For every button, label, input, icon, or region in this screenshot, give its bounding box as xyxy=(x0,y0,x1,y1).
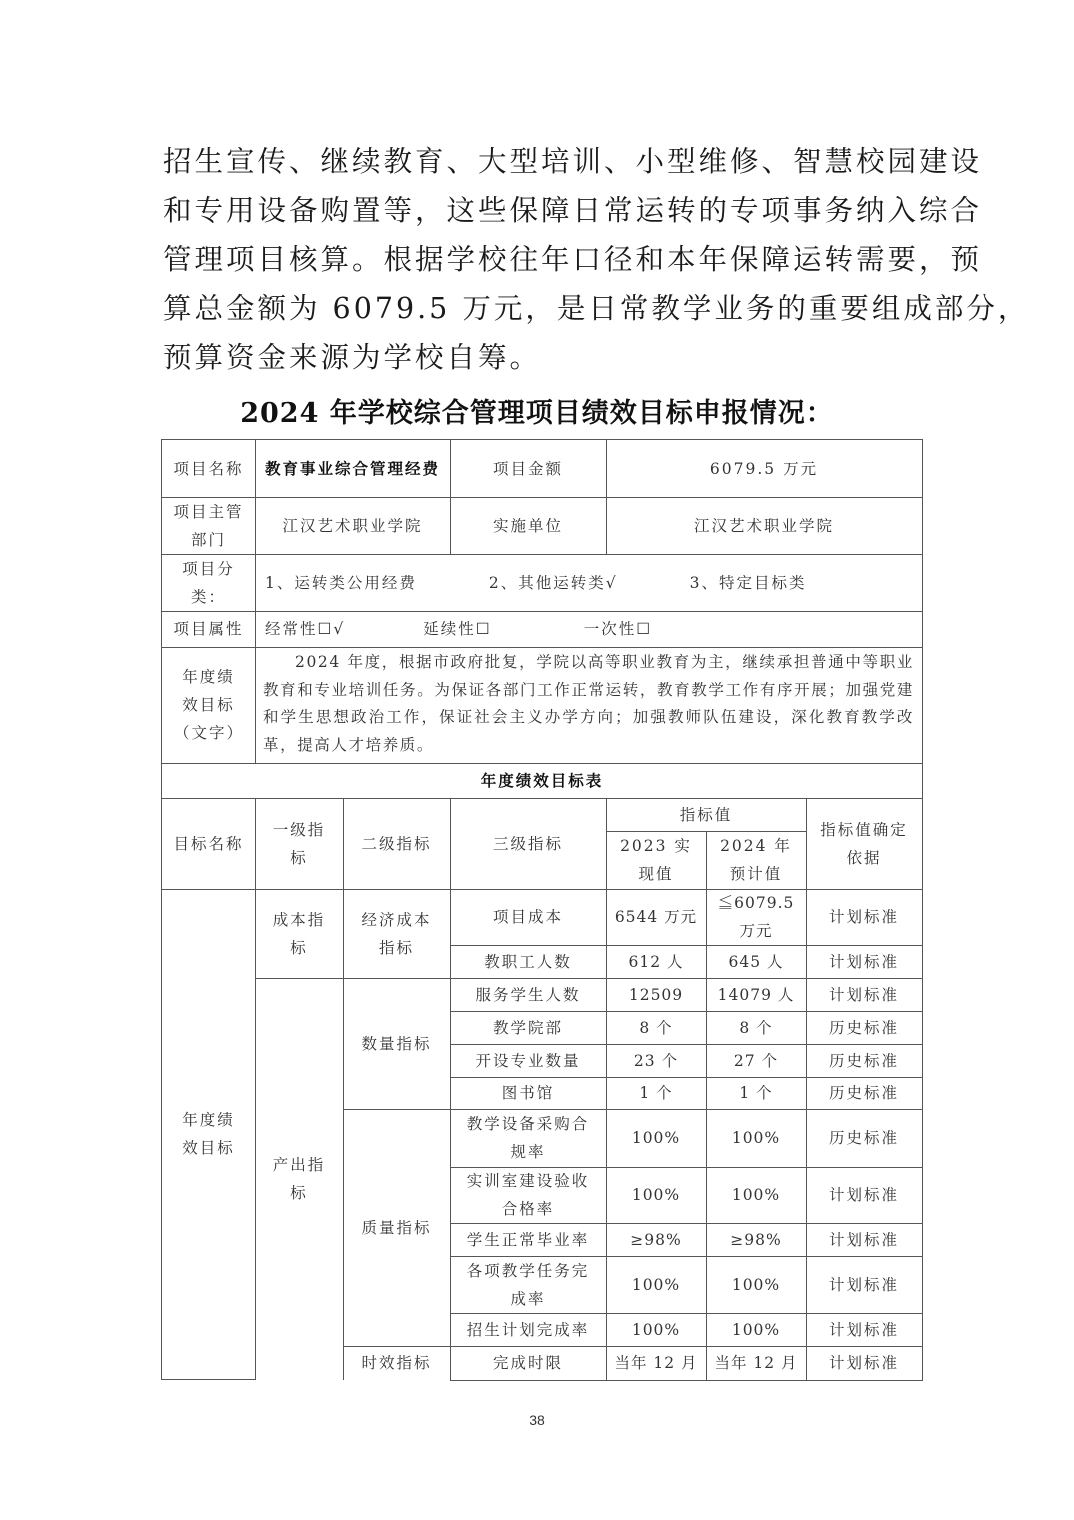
basis-cell: 计划标准 xyxy=(806,978,923,1012)
project-name-value: 教育事业综合管理经费 xyxy=(255,439,451,498)
forecast-2024-cell: 当年 12 月 xyxy=(706,1346,807,1381)
header-goal-name: 目标名称 xyxy=(161,798,256,890)
level3-cell: 服务学生人数 xyxy=(450,978,607,1012)
basis-cell: 计划标准 xyxy=(806,1346,923,1381)
section-title: 2024 年学校综合管理项目绩效目标申报情况： xyxy=(240,398,834,429)
forecast-2024-cell: ≥98% xyxy=(706,1223,807,1257)
basis-cell: 计划标准 xyxy=(806,1256,923,1314)
level3-cell: 图书馆 xyxy=(450,1077,607,1110)
intro-line: 预算资金来源为学校自筹。 xyxy=(163,341,542,374)
actual-2023-cell: 1 个 xyxy=(606,1077,707,1110)
dept-value: 江汉艺术职业学院 xyxy=(255,497,451,555)
intro-line: 招生宣传、继续教育、大型培训、小型维修、智慧校园建设 xyxy=(163,145,983,178)
impl-label: 实施单位 xyxy=(450,497,607,555)
forecast-2024-cell: 8 个 xyxy=(706,1011,807,1045)
header-indicator-value: 指标值 xyxy=(606,798,807,832)
forecast-2024-cell: 100% xyxy=(706,1167,807,1224)
category-option-3: 3、特定目标类 xyxy=(689,573,807,592)
level3-cell: 各项教学任务完成率 xyxy=(450,1256,607,1314)
level3-cell: 开设专业数量 xyxy=(450,1044,607,1078)
forecast-2024-cell: 1 个 xyxy=(706,1077,807,1110)
quality-level2: 质量指标 xyxy=(343,1109,451,1347)
attribute-option-1: 经常性☐√ xyxy=(265,620,346,638)
annual-goal-label: 年度绩效目标（文字） xyxy=(161,647,256,764)
category-options xyxy=(255,554,923,612)
forecast-2024-cell: 100% xyxy=(706,1109,807,1168)
impl-value: 江汉艺术职业学院 xyxy=(606,497,923,555)
level3-cell: 教学院部 xyxy=(450,1011,607,1045)
actual-2023-cell: 100% xyxy=(606,1167,707,1224)
basis-cell: 历史标准 xyxy=(806,1109,923,1168)
forecast-2024-cell: 645 人 xyxy=(706,945,807,979)
basis-cell: 计划标准 xyxy=(806,1167,923,1224)
page-number: 38 xyxy=(529,1412,545,1428)
basis-cell: 计划标准 xyxy=(806,945,923,979)
header-level1: 一级指标 xyxy=(255,798,344,890)
level3-cell: 完成时限 xyxy=(450,1346,607,1381)
forecast-2024-cell: 27 个 xyxy=(706,1044,807,1078)
forecast-2024-cell: 100% xyxy=(706,1313,807,1347)
actual-2023-cell: 当年 12 月 xyxy=(606,1346,707,1381)
project-name-label: 项目名称 xyxy=(161,439,256,498)
basis-cell: 历史标准 xyxy=(806,1011,923,1045)
header-actual-2023: 2023 实现值 xyxy=(606,831,707,890)
intro-paragraph xyxy=(163,137,1030,382)
intro-line: 管理项目核算。根据学校往年口径和本年保障运转需要，预 xyxy=(163,243,983,276)
attribute-option-2: 延续性☐ xyxy=(423,620,492,638)
basis-cell: 计划标准 xyxy=(806,889,923,946)
actual-2023-cell: 100% xyxy=(606,1109,707,1168)
category-option-2: 2、其他运转类√ xyxy=(488,573,618,592)
category-option-1: 1、运转类公用经费 xyxy=(265,573,417,592)
intro-line: 算总金额为 6079.5 万元，是日常教学业务的重要组成部分， xyxy=(163,292,1030,325)
level3-cell: 教学设备采购合规率 xyxy=(450,1109,607,1168)
forecast-2024-cell: 100% xyxy=(706,1256,807,1314)
actual-2023-cell: 100% xyxy=(606,1313,707,1347)
attribute-label: 项目属性 xyxy=(161,611,256,648)
cost-level2: 经济成本指标 xyxy=(343,889,451,979)
basis-cell: 历史标准 xyxy=(806,1077,923,1110)
forecast-2024-cell: 14079 人 xyxy=(706,978,807,1012)
annual-goal-text: 2024 年度，根据市政府批复，学院以高等职业教育为主，继续承担普通中等职业教育和专业培训任务。为保证各部门工作正常运转，教育教学工作有序开展；加强党建和学生思想政治工作，保证社会主义办学方向；加强教师队伍建设，深化教育教学改革，提高人才培养质。 xyxy=(255,647,923,764)
dept-label: 项目主管部门 xyxy=(161,497,256,555)
project-amount-value: 6079.5 万元 xyxy=(606,439,923,498)
goal-name-value: 年度绩效目标 xyxy=(161,889,256,1380)
header-basis: 指标值确定依据 xyxy=(806,798,923,890)
forecast-2024-cell: ≦6079.5 万元 xyxy=(706,889,807,946)
cost-level1: 成本指标 xyxy=(255,889,344,979)
level3-cell: 实训室建设验收合格率 xyxy=(450,1167,607,1224)
category-label: 项目分类： xyxy=(161,554,256,612)
actual-2023-cell: 12509 xyxy=(606,978,707,1012)
level3-cell: 教职工人数 xyxy=(450,945,607,979)
goal-table-title: 年度绩效目标表 xyxy=(161,763,923,799)
quantity-level2: 数量指标 xyxy=(343,978,451,1110)
basis-cell: 计划标准 xyxy=(806,1223,923,1257)
basis-cell: 历史标准 xyxy=(806,1044,923,1078)
intro-line: 和专用设备购置等，这些保障日常运转的专项事务纳入综合 xyxy=(163,194,983,227)
basis-cell: 计划标准 xyxy=(806,1313,923,1347)
actual-2023-cell: 612 人 xyxy=(606,945,707,979)
attribute-option-3: 一次性☐ xyxy=(583,620,653,638)
header-forecast-2024: 2024 年预计值 xyxy=(706,831,807,890)
project-amount-label: 项目金额 xyxy=(450,439,607,498)
actual-2023-cell: 23 个 xyxy=(606,1044,707,1078)
output-level1: 产出指标 xyxy=(255,978,344,1380)
actual-2023-cell: 100% xyxy=(606,1256,707,1314)
level3-cell: 项目成本 xyxy=(450,889,607,946)
actual-2023-cell: 8 个 xyxy=(606,1011,707,1045)
level3-cell: 学生正常毕业率 xyxy=(450,1223,607,1257)
timeliness-level2: 时效指标 xyxy=(343,1346,451,1380)
actual-2023-cell: 6544 万元 xyxy=(606,889,707,946)
attribute-options xyxy=(255,611,923,648)
level3-cell: 招生计划完成率 xyxy=(450,1313,607,1347)
header-level2: 二级指标 xyxy=(343,798,451,890)
actual-2023-cell: ≥98% xyxy=(606,1223,707,1257)
header-level3: 三级指标 xyxy=(450,798,607,890)
